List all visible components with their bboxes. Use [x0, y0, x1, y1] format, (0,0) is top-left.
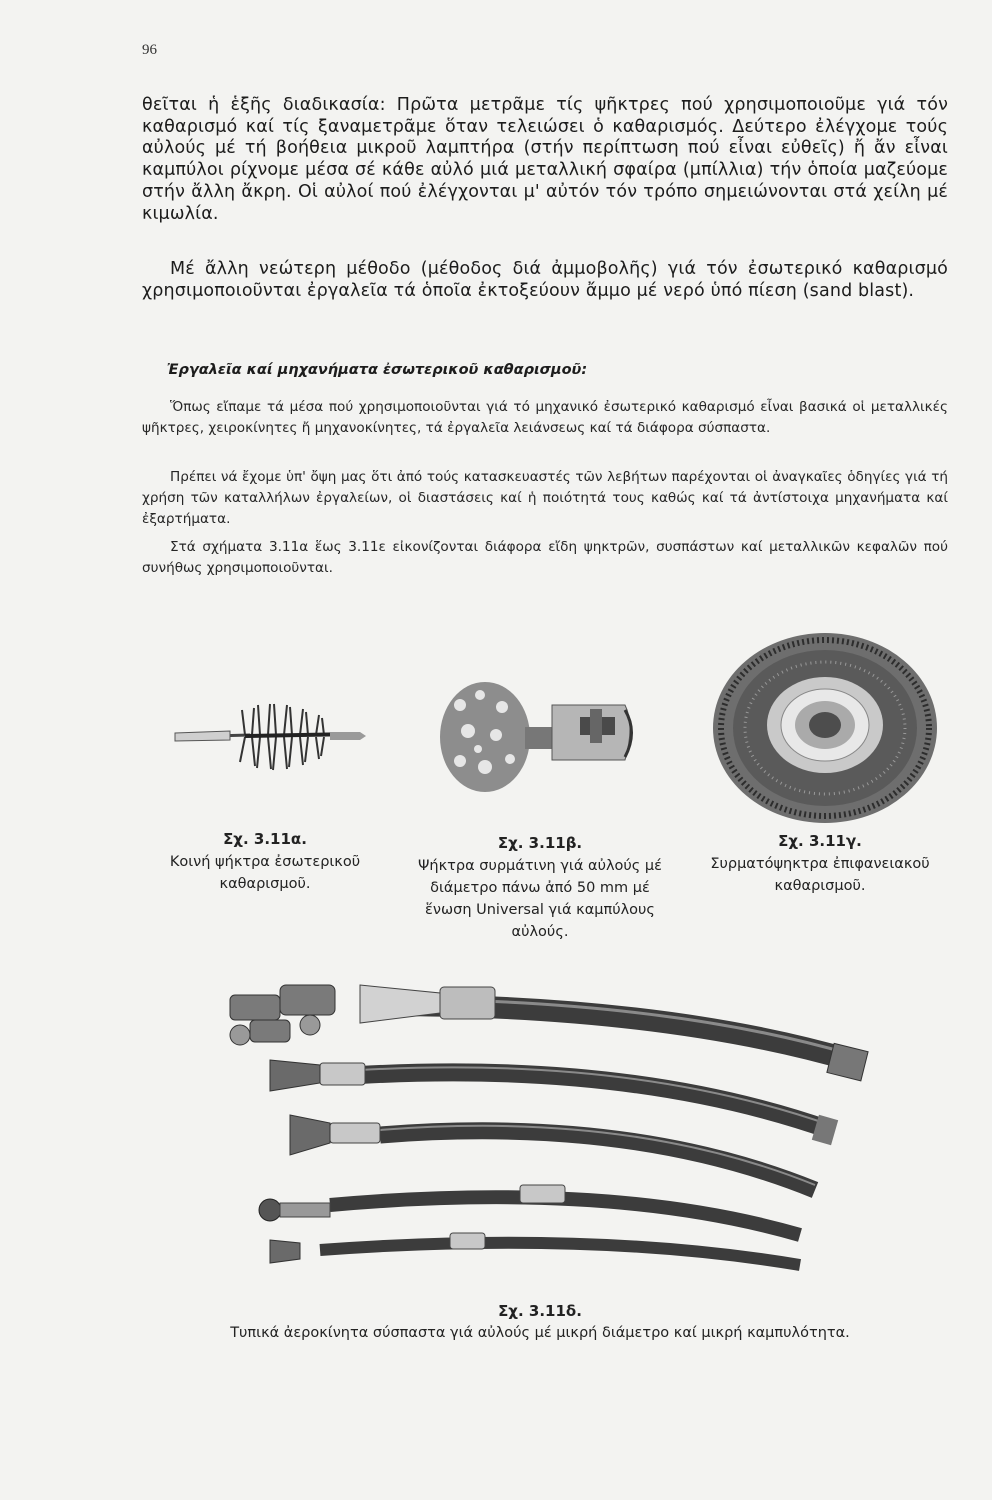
figure-label: Σχ. 3.11α.: [223, 830, 307, 848]
pneumatic-tube-cleaners-illustration: [210, 965, 890, 1285]
section-paragraph: Πρέπει νά ἔχομε ὑπ' ὄψη μας ὅτι ἀπό τούς κατασκευαστές τῶν λεβήτων παρέχονται οἱ ἀναγκαῖες ὁδηγίες γιά τή χρήση τῶν καταλλήλων ἐργαλείων, οἱ διαστάσεις καί ἡ ποιότητά τους καθώς καί τά ἀντίστοιχα μηχανήματα καί ἐξαρτήματα.: [142, 469, 948, 527]
figure-label: Σχ. 3.11β.: [497, 834, 583, 852]
section-heading: Ἐργαλεῖα καί μηχανήματα ἐσωτερικοῦ καθαρισμοῦ:: [167, 362, 588, 378]
figure-caption-text: Κοινή ψήκτρα ἐσωτερικοῦ καθαρισμοῦ.: [169, 854, 361, 892]
wire-brush-universal-illustration: [430, 665, 650, 815]
section-paragraph: Στά σχήματα 3.11α ἕως 3.11ε εἰκονίζονται διάφορα εἴδη ψηκτρῶν, συσπάστων καί μεταλλικῶν κεφαλῶν πού συνήθως χρησιμοποιοῦνται.: [142, 539, 948, 576]
figure-caption-text: Τυπικά ἀεροκίνητα σύσπαστα γιά αὐλούς μέ μικρή διάμετρο καί μικρή καμπυλότητα.: [230, 1325, 850, 1341]
figure-caption-c: [700, 830, 940, 897]
section-paragraph: Ὅπως εἴπαμε τά μέσα πού χρησιμοποιοῦνται γιά τό μηχανικό ἐσωτερικό καθαρισμό εἶναι βασικά οἱ μεταλλικές ψῆκτρες, χειροκίνητες ἤ μηχανοκίνητες, τά ἐργαλεῖα λειάνσεως καί τά διάφορα σύσπαστα.: [142, 399, 948, 436]
tube-brush-illustration: [170, 690, 390, 780]
body-paragraph: Μέ ἄλλη νεώτερη μέθοδο (μέθοδος διά ἀμμοβολῆς) γιά τόν ἐσωτερικό καθαρισμό χρησιμοποιοῦνται ἐργαλεῖα τά ὁποῖα ἐκτοξεύουν ἄμμο μέ νερό ὑπό πίεση (sand blast).: [142, 259, 948, 301]
figure-caption-d: [160, 1300, 920, 1344]
page-number: 96: [142, 42, 157, 58]
figure-caption-text: Συρματόψηκτρα ἐπιφανειακοῦ καθαρισμοῦ.: [710, 856, 930, 894]
wire-wheel-illustration: [705, 628, 945, 828]
figure-caption-a: [150, 828, 380, 895]
figure-label: Σχ. 3.11γ.: [778, 832, 862, 850]
figure-caption-text: Ψήκτρα συρμάτινη γιά αὐλούς μέ διάμετρο πάνω ἀπό 50 mm μέ ἕνωση Universal γιά καμπύλους αὐλούς.: [418, 858, 662, 940]
figure-caption-b: [405, 832, 675, 943]
body-paragraph: θεῖται ἡ ἑξῆς διαδικασία: Πρῶτα μετρᾶμε τίς ψῆκτρες πού χρησιμοποιοῦμε γιά τόν καθαρισμό καί τίς ξαναμετρᾶμε ὅταν τελειώσει ὁ καθαρισμός. Δεύτερο ἐλέγχομε τούς αὐλούς μέ τή βοήθεια μικροῦ λαμπτήρα (στήν περίπτωση πού εἶναι εὐθεῖς) ἤ ἄν εἶναι καμπύλοι ρίχνομε μέσα σέ κάθε αὐλό μιά μεταλλική σφαίρα (μπίλλια) τήν ὁποία μαζεύομε στήν ἄλλη ἄκρη. Οἱ αὐλοί πού ἐλέγχονται μ' αὐτόν τόν τρόπο σημειώνονται στά χείλη μέ κιμωλία.: [142, 95, 948, 224]
figure-label: Σχ. 3.11δ.: [498, 1302, 582, 1320]
